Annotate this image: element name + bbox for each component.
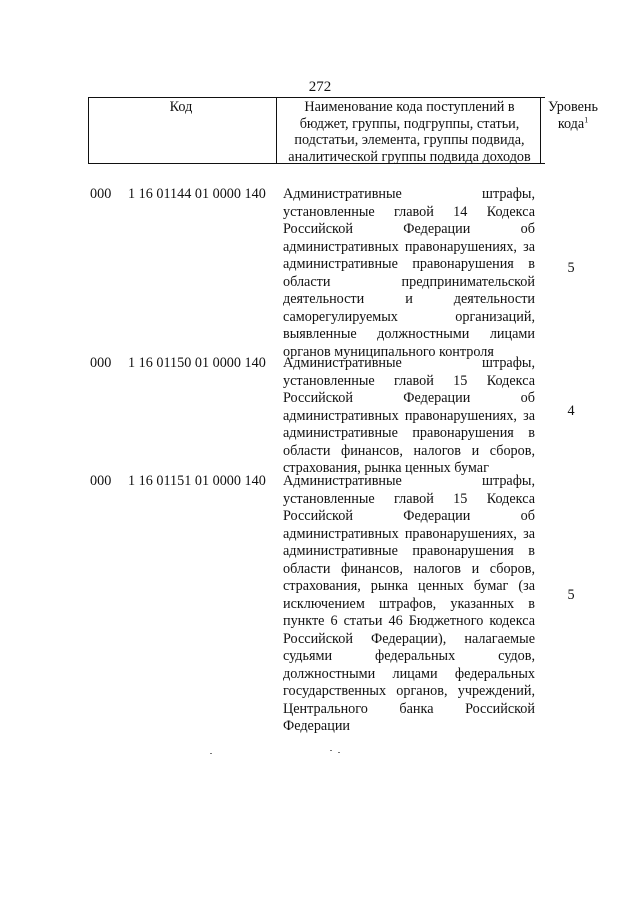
code-level: 5 — [567, 587, 575, 603]
income-description — [283, 473, 535, 736]
description-line: установленные главой 15 Кодекса — [283, 490, 535, 507]
header-name-line: Наименование кода поступлений в — [304, 99, 515, 115]
income-description — [283, 355, 535, 478]
header-level-word: кода — [557, 115, 585, 132]
description-line: установленные главой 15 Кодекса — [283, 372, 535, 389]
description-line: административные правонарушения в — [283, 425, 535, 441]
description-line: области финансов, налогов и сборов, — [283, 442, 535, 459]
scan-speck — [338, 752, 340, 753]
description-line: административных правонарушениях, за — [283, 525, 535, 542]
description-line: страхования, рынка ценных бумаг — [283, 460, 489, 476]
description-line: Административные штрафы, — [283, 473, 535, 489]
code-level: 4 — [567, 403, 575, 419]
income-code: 1 16 01150 01 0000 140 — [128, 355, 266, 371]
page-number: 272 — [308, 79, 332, 95]
description-line: саморегулируемых организаций, — [283, 308, 535, 325]
income-code: 1 16 01144 01 0000 140 — [128, 186, 266, 202]
description-line: Федерации — [283, 718, 351, 734]
admin-code: 000 — [90, 186, 112, 202]
description-line: Российской Федерации об — [283, 221, 535, 237]
description-line: исключением штрафов, указанных в — [283, 595, 535, 612]
description-line: административные правонарушения в — [283, 256, 535, 272]
description-line: области финансов, налогов и сборов, — [283, 560, 535, 577]
header-name-line: подстатьи, элемента, группы подвида, — [294, 132, 525, 149]
description-line: страхования, рынка ценных бумаг (за — [283, 578, 535, 594]
scan-speck — [330, 750, 332, 751]
header-top-border — [88, 97, 545, 98]
table-header — [88, 97, 598, 165]
description-line: Административные штрафы, — [283, 355, 535, 371]
header-name — [278, 99, 541, 165]
description-line: Российской Федерации об — [283, 508, 535, 524]
header-code: Код — [169, 99, 193, 115]
description-line: Российской Федерации), налагаемые — [283, 630, 535, 647]
description-line: установленные главой 14 Кодекса — [283, 203, 535, 220]
admin-code: 000 — [90, 473, 112, 489]
header-level-line: Уровень — [548, 99, 598, 115]
header-name-line: бюджет, группы, подгруппы, статьи, — [299, 115, 520, 132]
description-line: Центрального банка Российской — [283, 700, 535, 717]
description-line: пункте 6 статьи 46 Бюджетного кодекса — [283, 613, 535, 629]
description-line: должностными лицами федеральных — [283, 665, 535, 682]
description-line: государственных органов, учреждений, — [283, 683, 535, 699]
code-level: 5 — [567, 260, 575, 276]
header-divider-1 — [276, 97, 277, 164]
header-name-line: аналитической группы подвида доходов — [288, 148, 531, 165]
description-line: Российской Федерации об — [283, 390, 535, 406]
header-level — [543, 99, 603, 132]
description-line: Административные штрафы, — [283, 186, 535, 202]
description-line: деятельности и деятельности — [283, 291, 535, 307]
description-line: административных правонарушениях, за — [283, 407, 535, 424]
description-line: области предпринимательской — [283, 273, 535, 290]
description-line: административные правонарушения в — [283, 543, 535, 559]
description-line: выявленные должностными лицами — [283, 326, 535, 342]
description-line: органов муниципального контроля — [283, 343, 494, 360]
income-description — [283, 186, 535, 361]
description-line: административных правонарушениях, за — [283, 238, 535, 255]
admin-code: 000 — [90, 355, 112, 371]
scan-speck — [210, 753, 212, 754]
footnote-marker: 1 — [584, 114, 589, 124]
header-level-line — [543, 116, 603, 133]
income-code: 1 16 01151 01 0000 140 — [128, 473, 266, 489]
description-line: судьями федеральных судов, — [283, 648, 535, 664]
